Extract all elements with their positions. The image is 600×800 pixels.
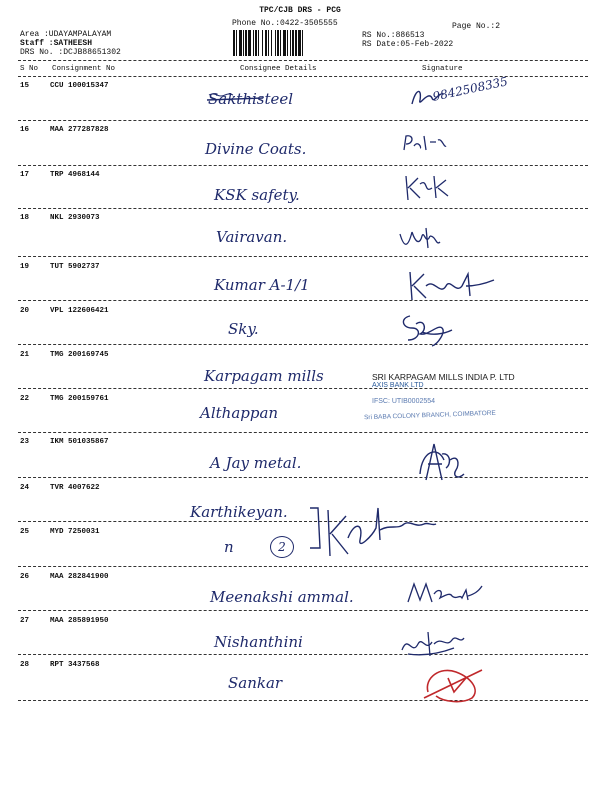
row-sno: 26 xyxy=(20,573,30,581)
consignee-name: Divine Coats. xyxy=(205,140,307,158)
strikethrough-mark xyxy=(205,92,265,106)
row-sno: 24 xyxy=(20,484,30,492)
row-consignment: TRP 4968144 xyxy=(50,171,100,179)
row-divider xyxy=(18,521,588,522)
row-divider xyxy=(18,700,588,701)
row-consignment: MAA 282841900 xyxy=(50,573,109,581)
row-divider xyxy=(18,388,588,389)
signature-mark xyxy=(398,626,468,662)
signature-mark xyxy=(420,662,490,704)
row-sno: 21 xyxy=(20,351,30,359)
bracket-mark xyxy=(308,506,324,550)
row-divider xyxy=(18,654,588,655)
row-consignment: NKL 2930073 xyxy=(50,214,100,222)
row-sno: 18 xyxy=(20,214,30,222)
signature-mark xyxy=(402,172,452,206)
signature-mark xyxy=(404,580,484,608)
row-divider xyxy=(18,344,588,345)
sheet-title: TPC/CJB DRS - PCG xyxy=(259,6,341,15)
row-sno: 28 xyxy=(20,661,30,669)
row-divider xyxy=(18,208,588,209)
stamp-ifsc: IFSC: UTIB0002554 xyxy=(372,398,436,405)
signature-mark xyxy=(406,268,496,304)
stamp-bank: AXIS BANK LTD xyxy=(372,382,424,389)
column-signature: Signature xyxy=(422,65,463,73)
consignee-name: Meenakshi ammal. xyxy=(210,588,354,606)
signature-mark xyxy=(408,84,448,112)
row-divider xyxy=(18,165,588,166)
row-divider xyxy=(18,432,588,433)
consignee-name: A Jay metal. xyxy=(210,454,302,472)
consignee-name: Kumar A-1/1 xyxy=(214,276,310,294)
row-divider xyxy=(18,120,588,121)
page-number: Page No.:2 xyxy=(452,22,501,31)
consignee-name: n xyxy=(224,538,234,556)
row-consignment: TMG 200159761 xyxy=(50,395,109,403)
signature-mark xyxy=(412,440,466,486)
row-sno: 16 xyxy=(20,126,30,134)
consignee-name: Nishanthini xyxy=(214,633,303,651)
consignee-name: Sakthisteel xyxy=(208,90,294,108)
row-sno: 19 xyxy=(20,263,30,271)
barcode-image xyxy=(232,30,356,56)
staff-label: Staff :SATHEESH xyxy=(20,39,93,48)
row-sno: 17 xyxy=(20,171,30,179)
row-divider xyxy=(18,477,588,478)
row-consignment: RPT 3437568 xyxy=(50,661,100,669)
row-sno: 20 xyxy=(20,307,30,315)
row-sno: 27 xyxy=(20,617,30,625)
stamp-company-name: SRI KARPAGAM MILLS INDIA P. LTD xyxy=(372,372,515,382)
signature-mark xyxy=(400,132,450,156)
row-consignment: CCU 100015347 xyxy=(50,82,109,90)
consignee-name: Sankar xyxy=(228,674,283,692)
consignee-name: Vairavan. xyxy=(216,228,288,246)
signature-mark xyxy=(398,310,454,350)
row-sno: 22 xyxy=(20,395,30,403)
consignee-name: Sky. xyxy=(228,320,259,338)
row-consignment: MAA 277287828 xyxy=(50,126,109,134)
row-consignment: MAA 285891950 xyxy=(50,617,109,625)
row-consignment: IKM 501035867 xyxy=(50,438,109,446)
column-sno: S No xyxy=(20,65,39,73)
rs-number: RS No.:886513 xyxy=(362,31,425,40)
phone-number: Phone No.:0422-3505555 xyxy=(232,19,338,28)
row-sno: 15 xyxy=(20,82,30,90)
row-consignment: VPL 122606421 xyxy=(50,307,109,315)
row-sno: 25 xyxy=(20,528,30,536)
consignee-name: Althappan xyxy=(200,404,279,422)
drs-number: DRS No. :DCJB88651302 xyxy=(20,48,121,57)
consignee-name: Karthikeyan. xyxy=(190,503,288,521)
rs-date: RS Date:05-Feb-2022 xyxy=(362,40,454,49)
row-sno: 23 xyxy=(20,438,30,446)
column-consignment: Consignment No xyxy=(52,65,116,73)
consignee-name: Karpagam mills xyxy=(204,367,324,385)
row-consignment: MYD 7250031 xyxy=(50,528,100,536)
circled-number: 2 xyxy=(270,536,294,558)
row-consignment: TUT 5902737 xyxy=(50,263,100,271)
phone-annotation: 9842508335 xyxy=(431,74,509,104)
area-label: Area :UDAYAMPALAYAM xyxy=(20,30,112,39)
consignee-name: KSK safety. xyxy=(214,186,300,204)
row-divider xyxy=(18,256,588,257)
header-divider xyxy=(18,60,588,61)
row-divider xyxy=(18,566,588,567)
row-divider xyxy=(18,610,588,611)
column-consignee-details: Consignee Details xyxy=(240,65,317,73)
row-consignment: TVR 4007622 xyxy=(50,484,100,492)
row-consignment: TMG 200169745 xyxy=(50,351,109,359)
stamp-branch: Sri BABA COLONY BRANCH, COIMBATORE xyxy=(363,409,496,422)
row-divider xyxy=(18,300,588,301)
signature-mark xyxy=(396,224,442,254)
signature-mark xyxy=(318,500,438,560)
